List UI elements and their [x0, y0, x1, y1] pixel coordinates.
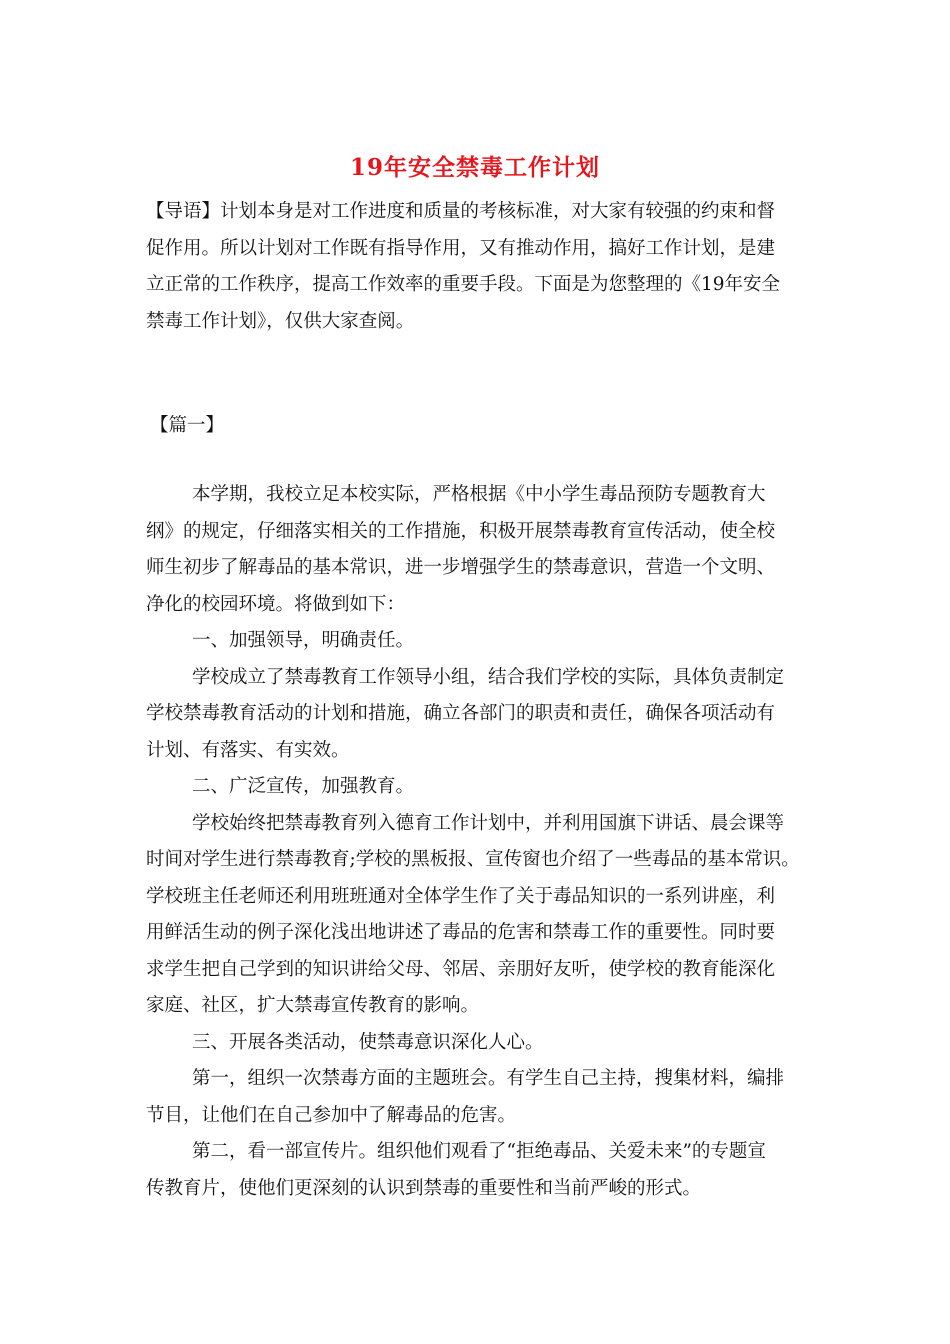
heading-line: 一、加强领导，明确责任。 — [192, 630, 415, 651]
heading-line: 三、开展各类活动，使禁毒意识深化人心。 — [192, 1031, 544, 1053]
body-line: 求学生把自己学到的知识讲给父母、邻居、亲朋好友听，使学校的教育能深化 — [146, 958, 776, 980]
body-line: 时间对学生进行禁毒教育;学校的黑板报、宣传窗也介绍了一些毒品的基本常识。 — [146, 849, 800, 870]
section-label — [150, 408, 820, 445]
body-line: 用鲜活生动的例子深化浅出地讲述了毒品的危害和禁毒工作的重要性。同时要 — [146, 922, 776, 943]
heading-line: 二、广泛宣传，加强教育。 — [192, 776, 415, 797]
body-line: 计划、有落实、有实效。 — [146, 739, 350, 761]
body-line: 学校成立了禁毒教育工作领导小组，结合我们学校的实际，具体负责制定 — [192, 666, 785, 688]
body-line: 本学期，我校立足本校实际，严格根据《中小学生毒品预防专题教育大 — [192, 484, 766, 505]
body-line: 净化的校园环境。将做到如下： — [146, 593, 406, 615]
document-title: 19年安全禁毒工作计划 — [349, 154, 600, 181]
body-line: 纲》的规定，仔细落实相关的工作措施，积极开展禁毒教育宣传活动，使全校 — [146, 520, 776, 542]
body-line: 节目，让他们在自己参加中了解毒品的危害。 — [146, 1104, 517, 1126]
section-label-text: 【篇一】 — [150, 415, 225, 436]
body-line: 师生初步了解毒品的基本常识，进一步增强学生的禁毒意识，营造一个文明、 — [146, 557, 776, 578]
body-line: 第一，组织一次禁毒方面的主题班会。有学生自己主持，搜集材料，编排 — [192, 1068, 785, 1089]
intro-line: 立正常的工作秩序，提高工作效率的重要手段。下面是为您整理的《19年安全 — [146, 274, 781, 295]
intro-paragraph — [146, 194, 816, 340]
body-line: 学校班主任老师还利用班班通对全体学生作了关于毒品知识的一系列讲座，利 — [146, 885, 776, 907]
body-line: 传教育片，使他们更深刻的认识到禁毒的重要性和当前严峻的形式。 — [146, 1177, 702, 1199]
intro-line: 禁毒工作计划》，仅供大家查阅。 — [146, 310, 415, 332]
body-line: 学校禁毒教育活动的计划和措施，确立各部门的职责和责任，确保各项活动有 — [146, 703, 776, 724]
body-line: 家庭、社区，扩大禁毒宣传教育的影响。 — [146, 995, 480, 1016]
intro-line: 【导语】计划本身是对工作进度和质量的考核标准，对大家有较强的约束和督 — [146, 201, 776, 222]
body-line: 第二，看一部宣传片。组织他们观看了“拒绝毒品、关爱未来”的专题宣 — [192, 1141, 766, 1162]
intro-line: 促作用。所以计划对工作既有指导作用，又有推动作用，搞好工作计划，是建 — [146, 237, 776, 259]
body-text — [146, 477, 816, 1207]
body-line: 学校始终把禁毒教育列入德育工作计划中，并利用国旗下讲话、晨会课等 — [192, 812, 785, 834]
